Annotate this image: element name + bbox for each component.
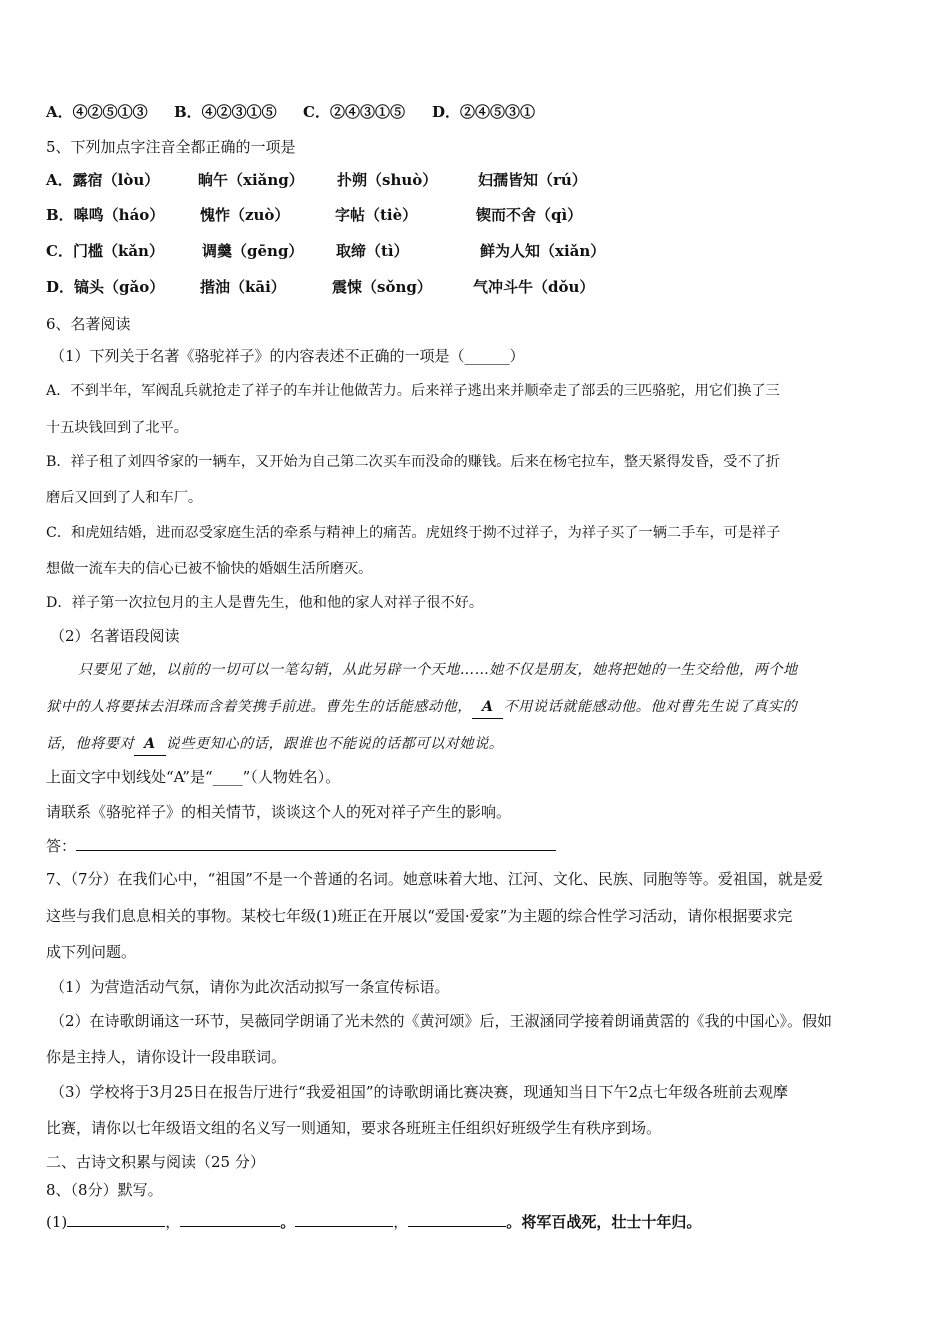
- q5-c-1[interactable]: C．门槛（kǎn）: [46, 242, 164, 260]
- q5-row-c: [46, 240, 906, 262]
- q5-d-3: 震悚（sǒng）: [332, 278, 432, 296]
- q6-stem: 6、名著阅读: [46, 315, 131, 333]
- q5-d-2: 揩油（kāi）: [200, 278, 286, 296]
- q5-d-1[interactable]: D．镐头（gǎo）: [46, 278, 165, 296]
- q6-sub2: （2）名著语段阅读: [50, 627, 180, 645]
- q8-line1: [46, 1210, 701, 1233]
- q7-stem-line2: 这些与我们息息相关的事物。某校七年级(1)班正在开展以“爱国·爱家”为主题的综合性学习活动，请你根据要求完: [46, 907, 793, 925]
- q4-option-b[interactable]: B．④②③①⑤: [174, 103, 277, 121]
- q6-option-c-line1[interactable]: C．和虎妞结婚，进而忍受家庭生活的牵系与精神上的痛苦。虎妞终于拗不过祥子，为祥子买了一辆二手车，可是祥子: [46, 525, 781, 541]
- q6-passage-line2-a: 狱中的人将要抹去泪珠而含着笑携手前进。曹先生的话能感动他，: [46, 699, 472, 715]
- q6-question-a: 上面文字中划线处“A”是“____”（人物姓名）。: [46, 768, 341, 786]
- q4-option-d[interactable]: D．②④⑤③①: [432, 103, 536, 121]
- q6-option-d[interactable]: D．祥子第一次拉包月的主人是曹先生，他和他的家人对祥子很不好。: [46, 595, 484, 611]
- q6-option-a-line2: 十五块钱回到了北平。: [46, 420, 188, 436]
- q7-sub2-line2: 你是主持人，请你设计一段串联词。: [46, 1048, 287, 1066]
- q5-c-4: 鲜为人知（xiǎn）: [480, 242, 606, 260]
- q6-answer-line: [46, 834, 556, 857]
- q8-line1-number: (1): [46, 1213, 68, 1231]
- section-2-heading: 二、古诗文积累与阅读（25 分）: [46, 1153, 265, 1171]
- q7-sub1: （1）为营造活动气氛，请你为此次活动拟写一条宣传标语。: [50, 978, 450, 996]
- q5-c-2: 调羹（gēng）: [202, 242, 304, 260]
- q5-a-1[interactable]: A．露宿（lòu）: [46, 171, 160, 189]
- q7-sub2-line1: （2）在诗歌朗诵这一环节，吴薇同学朗诵了光未然的《黄河颂》后，王淑涵同学接着朗诵黄霑的《我的中国心》。假如: [50, 1012, 833, 1030]
- answer-label: 答：: [46, 837, 77, 855]
- q6-option-a-line1[interactable]: A．不到半年，军阀乱兵就抢走了祥子的车并让他做苦力。后来祥子逃出来并顺牵走了部丢的三匹骆驼，用它们换了三: [46, 383, 780, 399]
- q6-passage-line3-a: 话，他将要对: [46, 736, 135, 752]
- q6-question-b: 请联系《骆驼祥子》的相关情节，谈谈这个人的死对祥子产生的影响。: [46, 803, 512, 821]
- q5-stem: 5、下列加点字注音全都正确的一项是: [46, 138, 296, 156]
- q5-c-3: 取缔（tì）: [336, 242, 409, 260]
- q5-row-b: [46, 204, 906, 226]
- q5-a-2: 晌午（xiǎng）: [198, 171, 304, 189]
- q6-passage-line3: [46, 733, 503, 756]
- q8-blank-4[interactable]: [408, 1210, 506, 1227]
- q6-sub1: （1）下列关于名著《骆驼祥子》的内容表述不正确的一项是（______）: [50, 347, 525, 365]
- q4-option-c[interactable]: C．②④③①⑤: [303, 103, 405, 121]
- q5-b-2: 愧怍（zuò）: [200, 206, 290, 224]
- q4-option-a[interactable]: A．④②⑤①③: [46, 103, 148, 121]
- q5-b-3: 字帖（tiè）: [335, 206, 418, 224]
- q5-b-1[interactable]: B．嗥鸣（háo）: [46, 206, 165, 224]
- q8-blank-2[interactable]: [180, 1210, 280, 1227]
- q8-comma-2: ，: [393, 1213, 409, 1231]
- q5-d-4: 气冲斗牛（dǒu）: [473, 278, 595, 296]
- answer-blank[interactable]: [76, 834, 556, 851]
- q5-row-a: [46, 169, 906, 191]
- q8-blank-3[interactable]: [295, 1210, 393, 1227]
- q5-row-d: [46, 276, 906, 298]
- q7-stem-line3: 成下列问题。: [46, 943, 137, 961]
- q6-option-c-line2: 想做一流车夫的信心已被不愉快的婚姻生活所磨灭。: [46, 561, 373, 577]
- q4-options: [46, 101, 906, 123]
- q8-comma-1: ，: [165, 1213, 181, 1231]
- q6-passage-line2: [46, 696, 797, 719]
- q8-period-1: 。: [280, 1213, 296, 1231]
- q6-passage-line1: 只要见了她，以前的一切可以一笔勾销，从此另辟一个天地……她不仅是朋友，她将把她的一生交给他，两个地: [78, 662, 798, 678]
- q6-passage-line3-b: 说些更知心的话，跟谁也不能说的话都可以对她说。: [165, 736, 504, 752]
- q7-sub3-line1: （3）学校将于3月25日在报告厅进行“我爱祖国”的诗歌朗诵比赛决赛，现通知当日下午2点七年级各班前去观摩: [50, 1083, 789, 1101]
- q8-stem: 8、（8分）默写。: [46, 1181, 163, 1199]
- q6-passage-line2-b: 不用说话就能感动他。他对曹先生说了真实的: [503, 699, 798, 715]
- q8-line1-tail: 将军百战死，壮士十年归。: [521, 1213, 702, 1231]
- q7-stem-line1: 7、（7分）在我们心中，“祖国”不是一个普通的名词。她意味着大地、江河、文化、民族、同胞等等。爱祖国，就是爱: [46, 870, 823, 888]
- blank-a-1: A: [472, 696, 504, 719]
- q6-option-b-line1[interactable]: B．祥子租了刘四爷家的一辆车，又开始为自己第二次买车而没命的赚钱。后来在杨宅拉车，整天紧得发昏，受不了折: [46, 454, 780, 470]
- q8-blank-1[interactable]: [67, 1210, 165, 1227]
- q5-a-4: 妇孺皆知（rú）: [478, 171, 587, 189]
- q6-option-b-line2: 磨后又回到了人和车厂。: [46, 490, 203, 506]
- q5-a-3: 扑朔（shuò）: [337, 171, 438, 189]
- q8-period-2: 。: [506, 1213, 522, 1231]
- blank-a-2: A: [134, 733, 166, 756]
- q5-b-4: 锲而不舍（qì）: [476, 206, 583, 224]
- q7-sub3-line2: 比赛，请你以七年级语文组的名义写一则通知，要求各班班主任组织好班级学生有秩序到场。: [46, 1119, 662, 1137]
